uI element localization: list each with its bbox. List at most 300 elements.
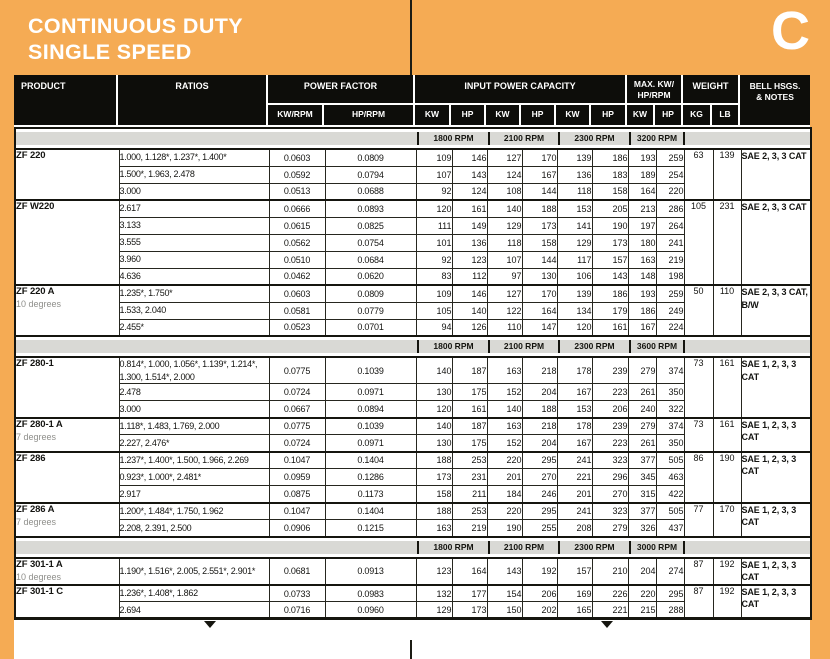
column-header-hp: HP bbox=[451, 105, 486, 127]
power-value-cell: 164 bbox=[628, 183, 656, 200]
weight-lb-cell: 161 bbox=[713, 418, 741, 452]
spec-table bbox=[14, 127, 812, 620]
power-value-cell: 120 bbox=[416, 200, 452, 217]
power-value-cell: 208 bbox=[557, 520, 592, 537]
column-header-power-factor: POWER FACTOR bbox=[268, 75, 415, 105]
power-value-cell: 178 bbox=[557, 357, 592, 384]
power-value-cell: 223 bbox=[592, 435, 628, 452]
power-value-cell: 255 bbox=[522, 520, 557, 537]
ratios-cell: 1.236*, 1.408*, 1.862 bbox=[119, 585, 269, 602]
bell-header-line1: BELL HSGS. bbox=[749, 81, 801, 91]
power-value-cell: 322 bbox=[656, 401, 684, 418]
power-value-cell: 206 bbox=[522, 585, 557, 602]
power-value-cell: 105 bbox=[416, 302, 452, 319]
column-header-product: PRODUCT bbox=[14, 75, 118, 127]
weight-kg-cell: 77 bbox=[684, 503, 713, 537]
power-value-cell: 279 bbox=[628, 418, 656, 435]
weight-kg-cell: 73 bbox=[684, 418, 713, 452]
power-value-cell: 158 bbox=[416, 486, 452, 503]
power-value-cell: 94 bbox=[416, 319, 452, 336]
power-value-cell: 249 bbox=[656, 302, 684, 319]
ratios-cell: 3.555 bbox=[119, 234, 269, 251]
power-value-cell: 221 bbox=[557, 469, 592, 486]
power-value-cell: 422 bbox=[656, 486, 684, 503]
ratios-cell: 2.478 bbox=[119, 384, 269, 401]
power-value-cell: 239 bbox=[592, 357, 628, 384]
power-factor-hp-cell: 0.0794 bbox=[325, 166, 416, 183]
power-factor-kw-cell: 0.0733 bbox=[269, 585, 325, 602]
rpm-band-spacer bbox=[685, 132, 810, 145]
power-value-cell: 120 bbox=[557, 319, 592, 336]
power-value-cell: 241 bbox=[656, 234, 684, 251]
power-value-cell: 204 bbox=[628, 558, 656, 585]
power-value-cell: 204 bbox=[522, 435, 557, 452]
product-name: ZF 220 bbox=[16, 150, 46, 161]
power-factor-kw-cell: 0.0775 bbox=[269, 418, 325, 435]
column-header-bell-housings bbox=[740, 75, 810, 127]
power-factor-kw-cell: 0.0603 bbox=[269, 149, 325, 166]
power-value-cell: 123 bbox=[452, 251, 487, 268]
power-value-cell: 241 bbox=[557, 452, 592, 469]
rpm-band-bar bbox=[16, 340, 810, 353]
rpm-band bbox=[15, 128, 811, 149]
rpm-band-spacer bbox=[16, 541, 417, 554]
power-factor-kw-cell: 0.0681 bbox=[269, 558, 325, 585]
power-value-cell: 143 bbox=[487, 558, 522, 585]
power-factor-hp-cell: 0.0825 bbox=[325, 217, 416, 234]
product-subtitle: 7 degrees bbox=[16, 431, 57, 442]
product-cell bbox=[15, 357, 119, 418]
power-value-cell: 122 bbox=[487, 302, 522, 319]
product-cell bbox=[15, 503, 119, 537]
power-value-cell: 118 bbox=[487, 234, 522, 251]
column-header-weight: WEIGHT bbox=[683, 75, 740, 105]
weight-kg-cell: 73 bbox=[684, 357, 713, 418]
power-value-cell: 124 bbox=[452, 183, 487, 200]
weight-lb-cell: 161 bbox=[713, 357, 741, 418]
power-factor-hp-cell: 0.1173 bbox=[325, 486, 416, 503]
power-value-cell: 315 bbox=[628, 486, 656, 503]
ratios-cell: 0.814*, 1.000, 1.056*, 1.139*, 1.214*, 1.300, 1.514*, 2.000 bbox=[119, 357, 269, 384]
power-value-cell: 326 bbox=[628, 520, 656, 537]
power-factor-hp-cell: 0.0779 bbox=[325, 302, 416, 319]
power-value-cell: 132 bbox=[416, 585, 452, 602]
column-header-input-power: INPUT POWER CAPACITY bbox=[415, 75, 627, 105]
rpm-label: 1800 RPM bbox=[417, 132, 488, 145]
weight-lb-cell: 231 bbox=[713, 200, 741, 285]
power-value-cell: 167 bbox=[628, 319, 656, 336]
table-row bbox=[15, 558, 811, 585]
rpm-label: 2300 RPM bbox=[558, 340, 629, 353]
table-row bbox=[15, 200, 811, 217]
power-value-cell: 173 bbox=[522, 217, 557, 234]
power-value-cell: 130 bbox=[416, 435, 452, 452]
section-letter: C bbox=[771, 1, 810, 61]
power-value-cell: 189 bbox=[628, 166, 656, 183]
power-value-cell: 143 bbox=[592, 268, 628, 285]
power-value-cell: 259 bbox=[656, 149, 684, 166]
power-value-cell: 345 bbox=[628, 469, 656, 486]
max-header-line2: HP/RPM bbox=[637, 90, 671, 101]
power-value-cell: 140 bbox=[487, 200, 522, 217]
ratios-cell: 2.455* bbox=[119, 319, 269, 336]
power-value-cell: 223 bbox=[592, 384, 628, 401]
column-header-kw: KW bbox=[556, 105, 591, 127]
weight-lb-cell: 139 bbox=[713, 149, 741, 200]
power-value-cell: 92 bbox=[416, 251, 452, 268]
continuation-arrow-icon bbox=[601, 621, 613, 628]
power-value-cell: 261 bbox=[628, 435, 656, 452]
power-value-cell: 186 bbox=[628, 302, 656, 319]
column-header-hp-rpm: HP/RPM bbox=[324, 105, 415, 127]
power-value-cell: 124 bbox=[487, 166, 522, 183]
power-value-cell: 253 bbox=[452, 503, 487, 520]
power-value-cell: 134 bbox=[557, 302, 592, 319]
ratios-cell: 1.190*, 1.516*, 2.005, 2.551*, 2.901* bbox=[119, 558, 269, 585]
product-name: ZF 280-1 A bbox=[16, 418, 63, 430]
weight-lb-cell: 190 bbox=[713, 452, 741, 503]
power-value-cell: 123 bbox=[416, 558, 452, 585]
power-factor-kw-cell: 0.0462 bbox=[269, 268, 325, 285]
power-factor-hp-cell: 0.0809 bbox=[325, 149, 416, 166]
column-header-ratios: RATIOS bbox=[118, 75, 268, 127]
rpm-label: 1800 RPM bbox=[417, 340, 488, 353]
power-value-cell: 193 bbox=[628, 149, 656, 166]
power-value-cell: 296 bbox=[592, 469, 628, 486]
rpm-band-row bbox=[15, 537, 811, 558]
weight-lb-cell: 192 bbox=[713, 558, 741, 585]
table-row bbox=[15, 357, 811, 384]
product-cell bbox=[15, 452, 119, 503]
column-header-lb: LB bbox=[712, 105, 740, 127]
power-value-cell: 188 bbox=[416, 452, 452, 469]
column-header-max-kw-hp-rpm bbox=[627, 75, 683, 105]
power-value-cell: 231 bbox=[452, 469, 487, 486]
power-value-cell: 211 bbox=[452, 486, 487, 503]
power-value-cell: 198 bbox=[656, 268, 684, 285]
rpm-label: 2300 RPM bbox=[558, 541, 629, 554]
power-value-cell: 187 bbox=[452, 357, 487, 384]
power-factor-hp-cell: 0.1039 bbox=[325, 357, 416, 384]
ratios-cell: 1.533, 2.040 bbox=[119, 302, 269, 319]
power-value-cell: 178 bbox=[557, 418, 592, 435]
product-name: ZF 220 A bbox=[16, 286, 55, 297]
power-value-cell: 161 bbox=[592, 319, 628, 336]
product-subtitle: 7 degrees bbox=[16, 516, 57, 527]
max-header-line1: MAX. KW/ bbox=[633, 79, 675, 89]
power-factor-hp-cell: 0.0971 bbox=[325, 435, 416, 452]
power-value-cell: 173 bbox=[416, 469, 452, 486]
power-factor-kw-cell: 0.1047 bbox=[269, 452, 325, 469]
power-value-cell: 173 bbox=[592, 234, 628, 251]
product-subtitle: 10 degrees bbox=[16, 571, 62, 582]
ratios-cell: 1.500*, 1.963, 2.478 bbox=[119, 166, 269, 183]
power-value-cell: 215 bbox=[628, 602, 656, 619]
power-value-cell: 270 bbox=[522, 469, 557, 486]
product-cell bbox=[15, 285, 119, 336]
power-value-cell: 157 bbox=[557, 558, 592, 585]
power-value-cell: 92 bbox=[416, 183, 452, 200]
rpm-band bbox=[15, 336, 811, 357]
power-value-cell: 193 bbox=[628, 285, 656, 302]
power-value-cell: 158 bbox=[592, 183, 628, 200]
power-value-cell: 169 bbox=[557, 585, 592, 602]
power-value-cell: 146 bbox=[452, 285, 487, 302]
ratios-cell: 4.636 bbox=[119, 268, 269, 285]
table-row bbox=[15, 585, 811, 602]
power-value-cell: 274 bbox=[656, 558, 684, 585]
power-value-cell: 186 bbox=[592, 149, 628, 166]
power-value-cell: 139 bbox=[557, 285, 592, 302]
power-value-cell: 239 bbox=[592, 418, 628, 435]
bell-housing-notes-cell: SAE 1, 2, 3, 3 CAT bbox=[741, 357, 811, 418]
rpm-band-bar bbox=[16, 541, 810, 554]
power-value-cell: 140 bbox=[487, 401, 522, 418]
rpm-label: 2100 RPM bbox=[488, 340, 558, 353]
power-value-cell: 129 bbox=[487, 217, 522, 234]
power-value-cell: 259 bbox=[656, 285, 684, 302]
page-title bbox=[28, 14, 243, 66]
power-value-cell: 108 bbox=[487, 183, 522, 200]
column-header-hp: HP bbox=[655, 105, 683, 127]
page-column-divider-bottom bbox=[410, 640, 412, 659]
power-value-cell: 288 bbox=[656, 602, 684, 619]
power-value-cell: 136 bbox=[452, 234, 487, 251]
rpm-label: 2300 RPM bbox=[558, 132, 629, 145]
weight-lb-cell: 110 bbox=[713, 285, 741, 336]
power-value-cell: 170 bbox=[522, 149, 557, 166]
power-value-cell: 295 bbox=[522, 503, 557, 520]
weight-kg-cell: 87 bbox=[684, 558, 713, 585]
power-value-cell: 224 bbox=[656, 319, 684, 336]
power-factor-kw-cell: 0.0603 bbox=[269, 285, 325, 302]
power-factor-hp-cell: 0.0620 bbox=[325, 268, 416, 285]
rpm-label: 2100 RPM bbox=[488, 132, 558, 145]
power-value-cell: 165 bbox=[557, 602, 592, 619]
power-factor-kw-cell: 0.0906 bbox=[269, 520, 325, 537]
power-value-cell: 204 bbox=[522, 384, 557, 401]
power-factor-hp-cell: 0.0688 bbox=[325, 183, 416, 200]
ratios-cell: 2.227, 2.476* bbox=[119, 435, 269, 452]
power-value-cell: 323 bbox=[592, 452, 628, 469]
product-name: ZF 301-1 A bbox=[16, 558, 63, 570]
column-header-kw: KW bbox=[627, 105, 655, 127]
product-name: ZF W220 bbox=[16, 201, 55, 212]
ratios-cell: 1.235*, 1.750* bbox=[119, 285, 269, 302]
ratios-cell: 3.000 bbox=[119, 183, 269, 200]
product-name: ZF 280-1 bbox=[16, 358, 54, 369]
bell-housing-notes-cell: SAE 1, 2, 3, 3 CAT bbox=[741, 452, 811, 503]
power-value-cell: 164 bbox=[522, 302, 557, 319]
column-header-kw: KW bbox=[415, 105, 451, 127]
column-header-kg: KG bbox=[683, 105, 712, 127]
power-value-cell: 188 bbox=[522, 200, 557, 217]
power-value-cell: 226 bbox=[592, 585, 628, 602]
power-value-cell: 374 bbox=[656, 357, 684, 384]
power-value-cell: 180 bbox=[628, 234, 656, 251]
power-factor-hp-cell: 0.0983 bbox=[325, 585, 416, 602]
table-row bbox=[15, 418, 811, 435]
power-value-cell: 161 bbox=[452, 200, 487, 217]
power-value-cell: 157 bbox=[592, 251, 628, 268]
power-value-cell: 129 bbox=[416, 602, 452, 619]
power-value-cell: 350 bbox=[656, 384, 684, 401]
power-value-cell: 107 bbox=[487, 251, 522, 268]
power-factor-kw-cell: 0.0581 bbox=[269, 302, 325, 319]
power-value-cell: 323 bbox=[592, 503, 628, 520]
power-value-cell: 295 bbox=[522, 452, 557, 469]
power-value-cell: 202 bbox=[522, 602, 557, 619]
power-value-cell: 264 bbox=[656, 217, 684, 234]
power-value-cell: 270 bbox=[592, 486, 628, 503]
power-value-cell: 148 bbox=[628, 268, 656, 285]
product-name: ZF 301-1 C bbox=[16, 585, 64, 597]
power-value-cell: 152 bbox=[487, 384, 522, 401]
power-factor-kw-cell: 0.0775 bbox=[269, 357, 325, 384]
power-value-cell: 187 bbox=[452, 418, 487, 435]
power-value-cell: 279 bbox=[592, 520, 628, 537]
power-value-cell: 109 bbox=[416, 149, 452, 166]
power-value-cell: 163 bbox=[416, 520, 452, 537]
power-factor-hp-cell: 0.0960 bbox=[325, 602, 416, 619]
table-header bbox=[14, 75, 810, 127]
power-value-cell: 173 bbox=[452, 602, 487, 619]
power-value-cell: 167 bbox=[557, 384, 592, 401]
bell-housing-notes-cell: SAE 2, 3, 3 CAT bbox=[741, 200, 811, 285]
power-value-cell: 220 bbox=[487, 452, 522, 469]
power-value-cell: 127 bbox=[487, 285, 522, 302]
power-factor-kw-cell: 0.0523 bbox=[269, 319, 325, 336]
table-row bbox=[15, 452, 811, 469]
power-value-cell: 152 bbox=[487, 435, 522, 452]
power-value-cell: 83 bbox=[416, 268, 452, 285]
power-value-cell: 374 bbox=[656, 418, 684, 435]
table-row bbox=[15, 285, 811, 302]
power-value-cell: 164 bbox=[452, 558, 487, 585]
product-name: ZF 286 A bbox=[16, 503, 55, 515]
ratios-cell: 1.237*, 1.400*, 1.500, 1.966, 2.269 bbox=[119, 452, 269, 469]
power-value-cell: 141 bbox=[557, 217, 592, 234]
power-value-cell: 220 bbox=[628, 585, 656, 602]
power-factor-hp-cell: 0.0971 bbox=[325, 384, 416, 401]
table-row bbox=[15, 503, 811, 520]
product-name: ZF 286 bbox=[16, 452, 46, 464]
power-value-cell: 167 bbox=[522, 166, 557, 183]
power-value-cell: 505 bbox=[656, 503, 684, 520]
weight-kg-cell: 87 bbox=[684, 585, 713, 619]
power-value-cell: 219 bbox=[452, 520, 487, 537]
power-value-cell: 130 bbox=[416, 384, 452, 401]
power-value-cell: 190 bbox=[487, 520, 522, 537]
power-value-cell: 127 bbox=[487, 149, 522, 166]
power-value-cell: 213 bbox=[628, 200, 656, 217]
power-value-cell: 170 bbox=[522, 285, 557, 302]
rpm-band-row bbox=[15, 128, 811, 149]
power-value-cell: 463 bbox=[656, 469, 684, 486]
ratios-cell: 2.208, 2.391, 2.500 bbox=[119, 520, 269, 537]
power-value-cell: 153 bbox=[557, 200, 592, 217]
power-value-cell: 201 bbox=[557, 486, 592, 503]
power-value-cell: 163 bbox=[487, 418, 522, 435]
rpm-label: 3600 RPM bbox=[629, 340, 685, 353]
power-value-cell: 126 bbox=[452, 319, 487, 336]
continuation-arrow-icon bbox=[204, 621, 216, 628]
weight-kg-cell: 86 bbox=[684, 452, 713, 503]
power-value-cell: 186 bbox=[592, 285, 628, 302]
bell-housing-notes-cell: SAE 1, 2, 3, 3 CAT bbox=[741, 585, 811, 619]
power-factor-kw-cell: 0.0666 bbox=[269, 200, 325, 217]
power-value-cell: 161 bbox=[452, 401, 487, 418]
column-header-hp: HP bbox=[591, 105, 627, 127]
power-value-cell: 147 bbox=[522, 319, 557, 336]
power-value-cell: 253 bbox=[452, 452, 487, 469]
power-factor-kw-cell: 0.1047 bbox=[269, 503, 325, 520]
power-value-cell: 163 bbox=[487, 357, 522, 384]
power-value-cell: 101 bbox=[416, 234, 452, 251]
power-value-cell: 118 bbox=[557, 183, 592, 200]
product-subtitle: 10 degrees bbox=[16, 299, 62, 309]
power-value-cell: 437 bbox=[656, 520, 684, 537]
power-value-cell: 139 bbox=[557, 149, 592, 166]
power-value-cell: 192 bbox=[522, 558, 557, 585]
power-value-cell: 175 bbox=[452, 435, 487, 452]
rpm-label: 3200 RPM bbox=[629, 132, 685, 145]
bell-housing-notes-cell: SAE 1, 2, 3, 3 CAT bbox=[741, 503, 811, 537]
weight-kg-cell: 105 bbox=[684, 200, 713, 285]
power-value-cell: 144 bbox=[522, 183, 557, 200]
power-value-cell: 188 bbox=[522, 401, 557, 418]
power-factor-kw-cell: 0.0724 bbox=[269, 384, 325, 401]
ratios-cell: 2.917 bbox=[119, 486, 269, 503]
power-factor-kw-cell: 0.0562 bbox=[269, 234, 325, 251]
power-value-cell: 206 bbox=[592, 401, 628, 418]
power-value-cell: 140 bbox=[416, 418, 452, 435]
bell-housing-notes-cell: SAE 1, 2, 3, 3 CAT bbox=[741, 418, 811, 452]
power-value-cell: 163 bbox=[628, 251, 656, 268]
rpm-band bbox=[15, 537, 811, 558]
rpm-band-spacer bbox=[16, 132, 417, 145]
power-value-cell: 149 bbox=[452, 217, 487, 234]
weight-lb-cell: 170 bbox=[713, 503, 741, 537]
rpm-band-spacer bbox=[16, 340, 417, 353]
bell-housing-notes-cell: SAE 2, 3, 3 CAT, B/W bbox=[741, 285, 811, 336]
power-value-cell: 146 bbox=[452, 149, 487, 166]
power-value-cell: 279 bbox=[628, 357, 656, 384]
power-value-cell: 153 bbox=[557, 401, 592, 418]
table-row bbox=[15, 149, 811, 166]
power-value-cell: 107 bbox=[416, 166, 452, 183]
power-value-cell: 179 bbox=[592, 302, 628, 319]
power-value-cell: 241 bbox=[557, 503, 592, 520]
product-cell bbox=[15, 585, 119, 619]
power-value-cell: 110 bbox=[487, 319, 522, 336]
bell-housing-notes-cell: SAE 1, 2, 3, 3 CAT bbox=[741, 558, 811, 585]
power-value-cell: 188 bbox=[416, 503, 452, 520]
power-value-cell: 218 bbox=[522, 418, 557, 435]
power-value-cell: 220 bbox=[487, 503, 522, 520]
rpm-band-bar bbox=[16, 132, 810, 145]
power-value-cell: 261 bbox=[628, 384, 656, 401]
weight-kg-cell: 63 bbox=[684, 149, 713, 200]
power-value-cell: 210 bbox=[592, 558, 628, 585]
power-value-cell: 177 bbox=[452, 585, 487, 602]
power-value-cell: 158 bbox=[522, 234, 557, 251]
power-value-cell: 254 bbox=[656, 166, 684, 183]
page-title-line2: SINGLE SPEED bbox=[28, 39, 192, 64]
power-factor-hp-cell: 0.0754 bbox=[325, 234, 416, 251]
weight-lb-cell: 192 bbox=[713, 585, 741, 619]
weight-kg-cell: 50 bbox=[684, 285, 713, 336]
